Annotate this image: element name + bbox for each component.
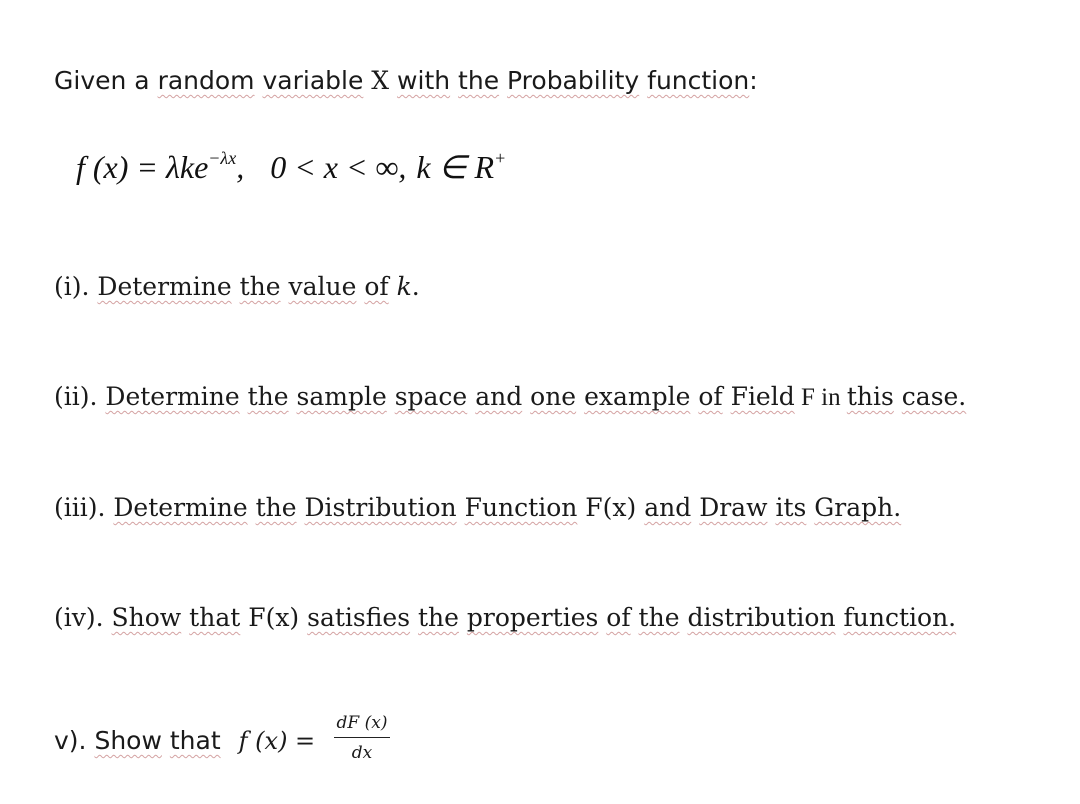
question-number: (iii). <box>54 493 114 522</box>
formula-exponent: −λx <box>208 148 237 168</box>
spellcheck-word[interactable]: Show <box>94 726 162 755</box>
spellcheck-word[interactable]: with <box>397 66 451 95</box>
spellcheck-word[interactable]: value <box>288 272 357 301</box>
derivative-fraction <box>334 712 390 764</box>
formula-membership: k ∈ R <box>416 149 495 185</box>
spellcheck-word[interactable]: function. <box>843 603 957 632</box>
question-number: (iv). <box>54 603 112 632</box>
spellcheck-word[interactable]: and <box>644 493 692 522</box>
spellcheck-word[interactable]: Determine <box>113 493 248 522</box>
spellcheck-word[interactable]: Determine <box>97 272 232 301</box>
spellcheck-word[interactable]: its <box>775 493 807 522</box>
question-number: v). <box>54 726 95 755</box>
spellcheck-word[interactable]: the <box>239 272 281 301</box>
fraction-bar <box>334 737 390 738</box>
spellcheck-word[interactable]: that <box>169 726 221 755</box>
spellcheck-word[interactable]: case. <box>901 382 967 411</box>
variable-k: k <box>396 272 412 301</box>
derivative-lhs: f (x) = <box>238 727 316 755</box>
spellcheck-word[interactable]: the <box>458 66 500 95</box>
question-number: (ii). <box>54 382 106 411</box>
formula-lhs: f (x) = λke <box>76 149 209 185</box>
spellcheck-word[interactable]: example <box>584 382 691 411</box>
spellcheck-word[interactable]: Function <box>464 493 578 522</box>
spellcheck-word[interactable]: this <box>846 382 894 411</box>
question-number: (i). <box>54 272 98 301</box>
question-1: (i). Determine the value of k. <box>54 272 420 301</box>
intro-text: Given a <box>54 66 158 95</box>
spellcheck-word[interactable]: space <box>394 382 468 411</box>
spellcheck-word[interactable]: variable <box>262 66 364 95</box>
spellcheck-word[interactable]: the <box>255 493 297 522</box>
spellcheck-word[interactable]: of <box>364 272 389 301</box>
spellcheck-word[interactable]: distribution <box>687 603 836 632</box>
question-4: (iv). Show that F(x) satisfies the properties of the distribution function. <box>54 603 957 632</box>
variable-x: X <box>363 66 398 95</box>
spellcheck-word[interactable]: Probability <box>507 66 640 95</box>
spellcheck-word[interactable]: one <box>530 382 577 411</box>
spellcheck-word[interactable]: Graph. <box>814 493 902 522</box>
question-2: (ii). Determine the sample space and one example of Field F in this case. <box>54 382 967 411</box>
fraction-numerator: dF (x) <box>336 713 388 733</box>
spellcheck-word[interactable]: Field <box>730 382 795 411</box>
spellcheck-word[interactable]: Distribution <box>304 493 457 522</box>
spellcheck-word[interactable]: sample <box>296 382 387 411</box>
spellcheck-word[interactable]: random <box>157 66 255 95</box>
spellcheck-word[interactable]: satisfies <box>307 603 411 632</box>
intro-line: Given a random variable X with the Probability function: <box>54 66 758 95</box>
spellcheck-word[interactable]: of <box>606 603 631 632</box>
pdf-formula: f (x) = λke$^{-\lambda x}$, 0 < x < ∞, k ∈ R+ <box>76 148 507 185</box>
spellcheck-word[interactable]: the <box>247 382 289 411</box>
spellcheck-word[interactable]: Show <box>111 603 182 632</box>
spellcheck-word[interactable]: Draw <box>699 493 768 522</box>
spellcheck-word[interactable]: function <box>647 66 750 95</box>
formula-range: 0 < x < ∞, <box>270 149 407 185</box>
spellcheck-word[interactable]: that <box>189 603 241 632</box>
spellcheck-word[interactable]: of <box>698 382 723 411</box>
question-5 <box>54 726 315 756</box>
spellcheck-word[interactable]: the <box>418 603 459 632</box>
fraction-denominator: dx <box>351 743 373 763</box>
spellcheck-word[interactable]: Determine <box>105 382 240 411</box>
question-3: (iii). Determine the Distribution Function F(x) and Draw its Graph. <box>54 493 902 522</box>
spellcheck-word[interactable]: the <box>638 603 680 632</box>
spellcheck-word[interactable]: properties <box>466 603 599 632</box>
spellcheck-word[interactable]: and <box>475 382 523 411</box>
